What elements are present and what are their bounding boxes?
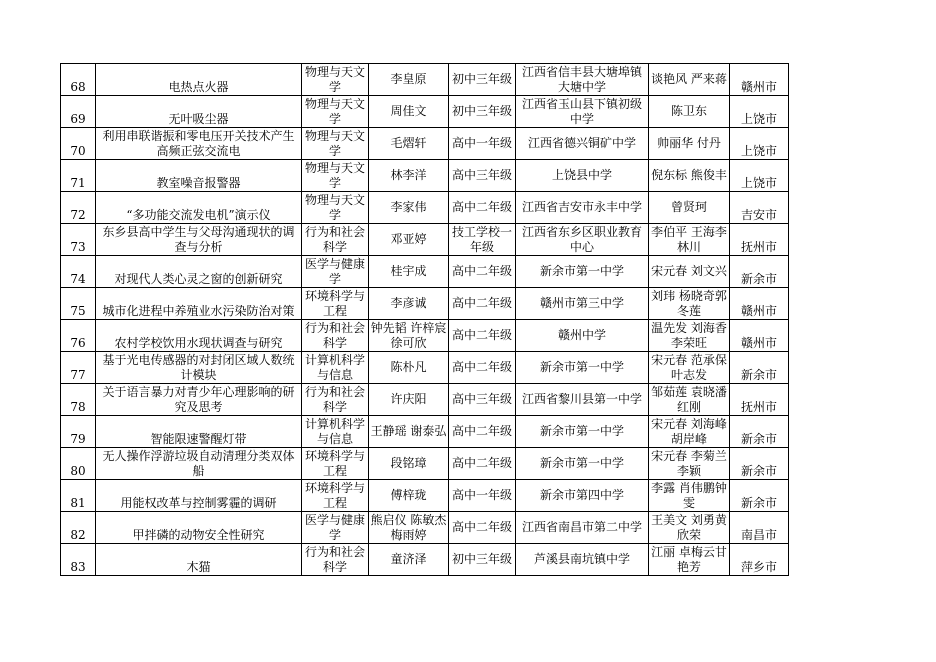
- grade-level-cell: 技工学校一年级: [449, 224, 516, 256]
- project-title-cell: 关于语言暴力对青少年心理影响的研究及思考: [96, 384, 302, 416]
- subject-category-cell: 计算机科学与信息: [302, 352, 369, 384]
- project-title-cell: 教室噪音报警器: [96, 160, 302, 192]
- project-title-cell: 甲拌磷的动物安全性研究: [96, 512, 302, 544]
- project-title-cell: 城市化进程中养殖业水污染防治对策: [96, 288, 302, 320]
- city-name-cell: 抚州市: [730, 224, 789, 256]
- city-name-cell: 新余市: [730, 480, 789, 512]
- author-names-cell: 邓亚婷: [369, 224, 449, 256]
- table-body: [61, 64, 789, 576]
- grade-level-cell: 高中二年级: [449, 448, 516, 480]
- row-number-cell: 78: [61, 384, 96, 416]
- advisor-names-cell: 宋元春 刘海峰 胡岸峰: [649, 416, 730, 448]
- table-row: [61, 160, 789, 192]
- school-name-cell: 新余市第一中学: [516, 448, 649, 480]
- grade-level-cell: 高中二年级: [449, 416, 516, 448]
- grade-level-cell: 高中三年级: [449, 384, 516, 416]
- author-names-cell: 王静瑶 谢泰弘: [369, 416, 449, 448]
- subject-category-cell: 物理与天文学: [302, 128, 369, 160]
- author-names-cell: 毛熠轩: [369, 128, 449, 160]
- advisor-names-cell: 曾贤珂: [649, 192, 730, 224]
- subject-category-cell: 物理与天文学: [302, 64, 369, 96]
- author-names-cell: 桂宇成: [369, 256, 449, 288]
- school-name-cell: 新余市第一中学: [516, 416, 649, 448]
- project-title-cell: 对现代人类心灵之窗的创新研究: [96, 256, 302, 288]
- award-list-table: [60, 63, 789, 576]
- city-name-cell: 上饶市: [730, 96, 789, 128]
- subject-category-cell: 物理与天文学: [302, 160, 369, 192]
- table-row: [61, 480, 789, 512]
- advisor-names-cell: 宋元春 刘文兴: [649, 256, 730, 288]
- advisor-names-cell: 陈卫东: [649, 96, 730, 128]
- table-row: [61, 288, 789, 320]
- grade-level-cell: 高中二年级: [449, 320, 516, 352]
- grade-level-cell: 高中二年级: [449, 512, 516, 544]
- school-name-cell: 赣州中学: [516, 320, 649, 352]
- author-names-cell: 童济泽: [369, 544, 449, 576]
- subject-category-cell: 行为和社会科学: [302, 224, 369, 256]
- author-names-cell: 李家伟: [369, 192, 449, 224]
- grade-level-cell: 高中三年级: [449, 160, 516, 192]
- subject-category-cell: 计算机科学与信息: [302, 416, 369, 448]
- subject-category-cell: 行为和社会科学: [302, 384, 369, 416]
- row-number-cell: 82: [61, 512, 96, 544]
- advisor-names-cell: 宋元春 范承保 叶志发: [649, 352, 730, 384]
- city-name-cell: 新余市: [730, 416, 789, 448]
- author-names-cell: 许庆阳: [369, 384, 449, 416]
- school-name-cell: 新余市第四中学: [516, 480, 649, 512]
- table-row: [61, 544, 789, 576]
- subject-category-cell: 行为和社会科学: [302, 544, 369, 576]
- row-number-cell: 69: [61, 96, 96, 128]
- project-title-cell: 基于光电传感器的对封闭区域人数统计模块: [96, 352, 302, 384]
- author-names-cell: 段铭璋: [369, 448, 449, 480]
- city-name-cell: 新余市: [730, 448, 789, 480]
- project-title-cell: 木猫: [96, 544, 302, 576]
- table-row: [61, 320, 789, 352]
- author-names-cell: 钟先韬 许梓宸 徐可欣: [369, 320, 449, 352]
- advisor-names-cell: 王美文 刘勇黄欣荣: [649, 512, 730, 544]
- grade-level-cell: 高中二年级: [449, 288, 516, 320]
- table-row: [61, 224, 789, 256]
- advisor-names-cell: 宋元春 李菊兰 李颖: [649, 448, 730, 480]
- project-title-cell: 电热点火器: [96, 64, 302, 96]
- school-name-cell: 江西省吉安市永丰中学: [516, 192, 649, 224]
- row-number-cell: 73: [61, 224, 96, 256]
- author-names-cell: 熊启仪 陈敏杰 梅雨婷: [369, 512, 449, 544]
- city-name-cell: 上饶市: [730, 128, 789, 160]
- author-names-cell: 傅梓珑: [369, 480, 449, 512]
- row-number-cell: 79: [61, 416, 96, 448]
- table-row: [61, 192, 789, 224]
- table-row: [61, 128, 789, 160]
- advisor-names-cell: 刘玮 杨晓奇郭冬莲: [649, 288, 730, 320]
- row-number-cell: 81: [61, 480, 96, 512]
- author-names-cell: 李彦诚: [369, 288, 449, 320]
- grade-level-cell: 高中二年级: [449, 256, 516, 288]
- row-number-cell: 77: [61, 352, 96, 384]
- table-row: [61, 448, 789, 480]
- project-title-cell: 智能限速警醒灯带: [96, 416, 302, 448]
- city-name-cell: 赣州市: [730, 320, 789, 352]
- row-number-cell: 75: [61, 288, 96, 320]
- school-name-cell: 上饶县中学: [516, 160, 649, 192]
- advisor-names-cell: 李伯平 王海李林川: [649, 224, 730, 256]
- grade-level-cell: 高中二年级: [449, 352, 516, 384]
- school-name-cell: 江西省德兴铜矿中学: [516, 128, 649, 160]
- row-number-cell: 70: [61, 128, 96, 160]
- subject-category-cell: 环境科学与工程: [302, 480, 369, 512]
- subject-category-cell: 物理与天文学: [302, 192, 369, 224]
- advisor-names-cell: 邹茹莲 袁晓潘红刚: [649, 384, 730, 416]
- subject-category-cell: 行为和社会科学: [302, 320, 369, 352]
- grade-level-cell: 初中三年级: [449, 64, 516, 96]
- grade-level-cell: 初中三年级: [449, 544, 516, 576]
- advisor-names-cell: 倪东标 熊俊丰: [649, 160, 730, 192]
- advisor-names-cell: 帅丽华 付丹: [649, 128, 730, 160]
- grade-level-cell: 高中二年级: [449, 192, 516, 224]
- advisor-names-cell: 李露 肖伟鹏钟雯: [649, 480, 730, 512]
- table-row: [61, 352, 789, 384]
- city-name-cell: 新余市: [730, 352, 789, 384]
- row-number-cell: 71: [61, 160, 96, 192]
- school-name-cell: 赣州市第三中学: [516, 288, 649, 320]
- author-names-cell: 林李洋: [369, 160, 449, 192]
- table-row: [61, 96, 789, 128]
- grade-level-cell: 高中一年级: [449, 480, 516, 512]
- table-row: [61, 512, 789, 544]
- grade-level-cell: 初中三年级: [449, 96, 516, 128]
- school-name-cell: 江西省玉山县下镇初级中学: [516, 96, 649, 128]
- table-row: [61, 416, 789, 448]
- project-title-cell: “多功能交流发电机”演示仪: [96, 192, 302, 224]
- project-title-cell: 利用串联谐振和零电压开关技术产生高频正弦交流电: [96, 128, 302, 160]
- subject-category-cell: 医学与健康学: [302, 256, 369, 288]
- project-title-cell: 东乡县高中学生与父母沟通现状的调查与分析: [96, 224, 302, 256]
- school-name-cell: 江西省黎川县第一中学: [516, 384, 649, 416]
- subject-category-cell: 医学与健康学: [302, 512, 369, 544]
- row-number-cell: 80: [61, 448, 96, 480]
- school-name-cell: 江西省东乡区职业教育中心: [516, 224, 649, 256]
- school-name-cell: 新余市第一中学: [516, 256, 649, 288]
- subject-category-cell: 环境科学与工程: [302, 448, 369, 480]
- row-number-cell: 74: [61, 256, 96, 288]
- author-names-cell: 李皇原: [369, 64, 449, 96]
- city-name-cell: 新余市: [730, 256, 789, 288]
- school-name-cell: 江西省南昌市第二中学: [516, 512, 649, 544]
- project-title-cell: 无叶吸尘器: [96, 96, 302, 128]
- city-name-cell: 南昌市: [730, 512, 789, 544]
- project-title-cell: 用能权改革与控制雾霾的调研: [96, 480, 302, 512]
- city-name-cell: 赣州市: [730, 288, 789, 320]
- subject-category-cell: 物理与天文学: [302, 96, 369, 128]
- school-name-cell: 江西省信丰县大塘埠镇大塘中学: [516, 64, 649, 96]
- grade-level-cell: 高中一年级: [449, 128, 516, 160]
- advisor-names-cell: 温先发 刘海香 李荣旺: [649, 320, 730, 352]
- author-names-cell: 周佳文: [369, 96, 449, 128]
- city-name-cell: 赣州市: [730, 64, 789, 96]
- row-number-cell: 68: [61, 64, 96, 96]
- table-row: [61, 384, 789, 416]
- table-row: [61, 64, 789, 96]
- city-name-cell: 吉安市: [730, 192, 789, 224]
- advisor-names-cell: 江丽 卓梅云甘艳芳: [649, 544, 730, 576]
- table-row: [61, 256, 789, 288]
- school-name-cell: 芦溪县南坑镇中学: [516, 544, 649, 576]
- city-name-cell: 抚州市: [730, 384, 789, 416]
- school-name-cell: 新余市第一中学: [516, 352, 649, 384]
- project-title-cell: 无人操作浮游垃圾自动清理分类双体船: [96, 448, 302, 480]
- city-name-cell: 上饶市: [730, 160, 789, 192]
- subject-category-cell: 环境科学与工程: [302, 288, 369, 320]
- city-name-cell: 萍乡市: [730, 544, 789, 576]
- project-title-cell: 农村学校饮用水现状调查与研究: [96, 320, 302, 352]
- row-number-cell: 76: [61, 320, 96, 352]
- row-number-cell: 72: [61, 192, 96, 224]
- author-names-cell: 陈朴凡: [369, 352, 449, 384]
- advisor-names-cell: 谈艳风 严来蒋: [649, 64, 730, 96]
- row-number-cell: 83: [61, 544, 96, 576]
